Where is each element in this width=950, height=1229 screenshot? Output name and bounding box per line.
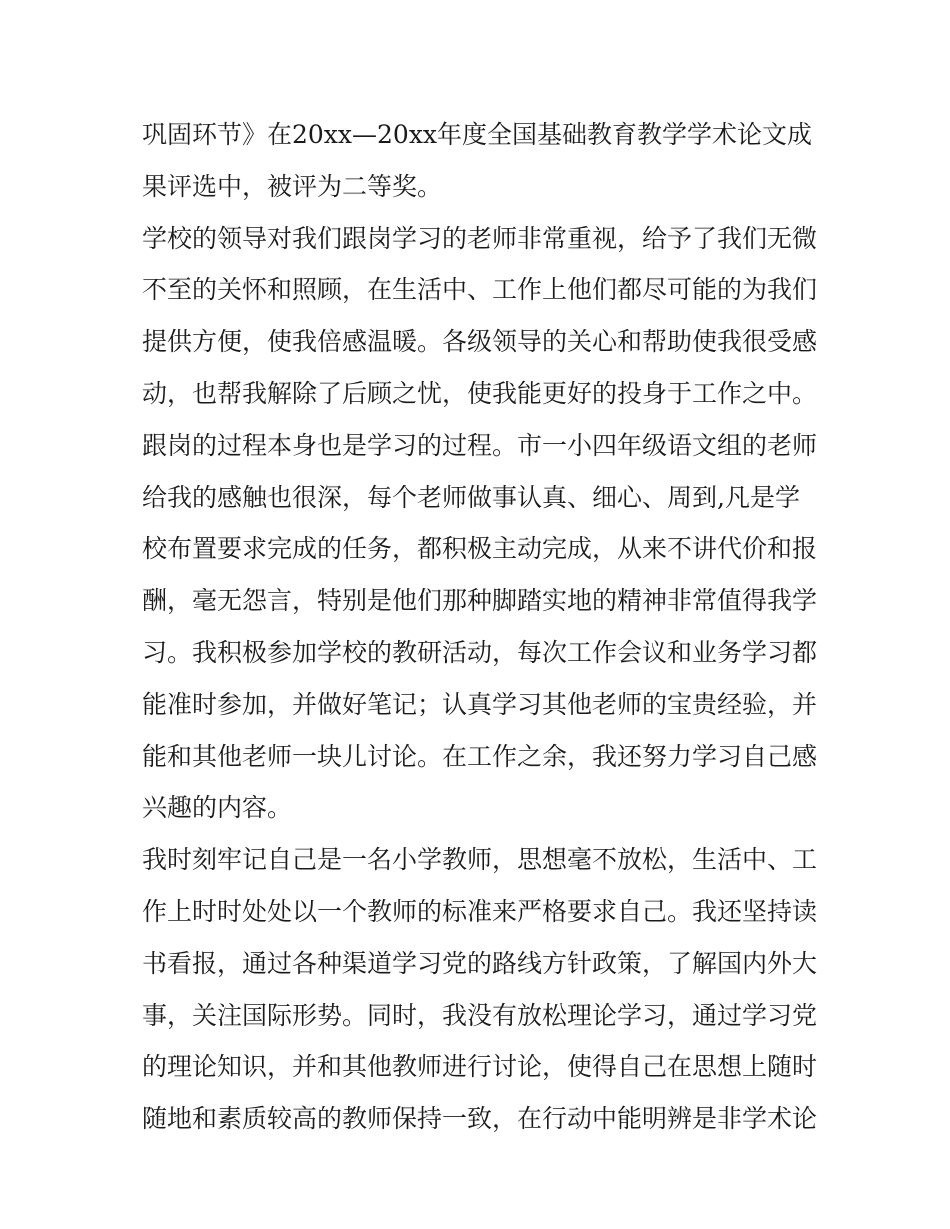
text-line: 给我的感触也很深，每个老师做事认真、细心、周到,凡是学 [142,482,800,512]
text-line: 能准时参加，并做好笔记；认真学习其他老师的宝贵经验，并 [142,689,818,719]
text-line: 习。我积极参加学校的教研活动，每次工作会议和业务学习都 [142,637,818,667]
text-line: 果评选中，被评为二等奖。 [142,171,443,201]
text-line: 校布置要求完成的任务，都积极主动完成，从来不讲代价和报 [142,534,818,564]
text-line: 不至的关怀和照顾，在生活中、工作上他们都尽可能的为我们 [142,275,818,305]
text-line: 作上时时处处以一个教师的标准来严格要求自己。我还坚持读 [142,896,818,926]
text-line: 事，关注国际形势。同时，我没有放松理论学习，通过学习党 [142,1000,818,1030]
text-line: 酬，毫无怨言，特别是他们那种脚踏实地的精神非常值得我学 [142,586,818,616]
text-line: 随地和素质较高的教师保持一致，在行动中能明辨是非学术论 [142,1104,818,1134]
body-text [142,109,822,1145]
text-line: 学校的领导对我们跟岗学习的老师非常重视，给予了我们无微 [142,223,818,253]
text-line: 书看报，通过各种渠道学习党的路线方针政策，了解国内外大 [142,948,818,978]
text-line: 跟岗的过程本身也是学习的过程。市一小四年级语文组的老师 [142,430,818,460]
text-line: 提供方便，使我倍感温暖。各级领导的关心和帮助使我很受感 [142,327,818,357]
text-line: 我时刻牢记自己是一名小学教师，思想毫不放松，生活中、工 [142,845,818,875]
text-line: 巩固环节》在20xx—20xx年度全国基础教育教学学术论文成 [142,120,813,149]
text-line: 的理论知识，并和其他教师进行讨论，使得自己在思想上随时 [142,1052,818,1082]
text-line: 动，也帮我解除了后顾之忧，使我能更好的投身于工作之中。 [142,378,818,408]
text-line: 能和其他老师一块儿讨论。在工作之余，我还努力学习自己感 [142,741,818,771]
text-line: 兴趣的内容。 [142,793,293,823]
